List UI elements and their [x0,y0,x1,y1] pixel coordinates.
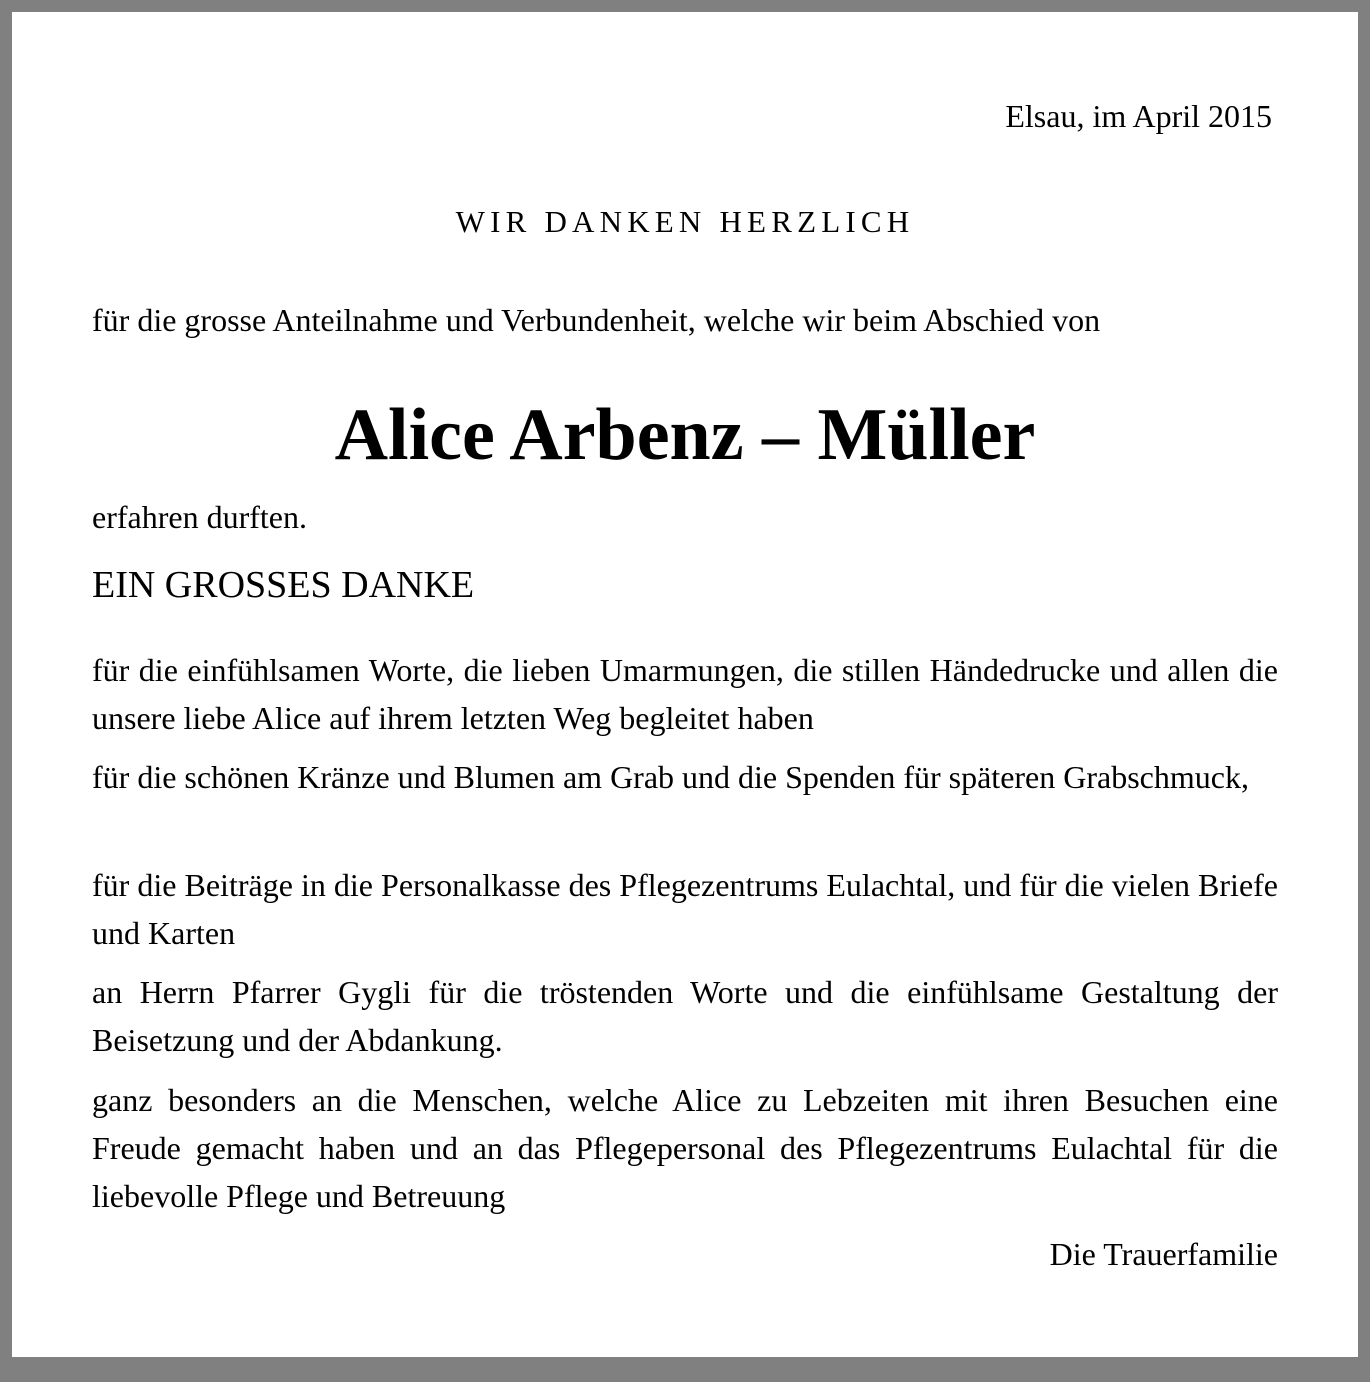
outro-text: erfahren durften. [92,499,307,535]
thanks-paragraph: für die einfühlsamen Worte, die lieben Umarmungen, die stillen Händedrucke und allen die unsere liebe Alice auf ihrem letzten Weg begleitet haben [92,652,1278,736]
thanks-paragraph: für die schönen Kränze und Blumen am Grab und die Spenden für späteren Grabschmuck, [92,759,1249,795]
signature: Die Trauerfamilie [1049,1236,1278,1272]
thanks-paragraph: ganz besonders an die Menschen, welche Alice zu Lebzeiten mit ihren Besuchen eine Freude gemacht haben und an das Pflegepersonal des Pflegezentrums Eulachtal für die liebevolle Pflege und Betreuung [92,1082,1278,1214]
date-line: Elsau, im April 2015 [1005,98,1272,134]
thanks-paragraph: für die Beiträge in die Personalkasse des Pflegezentrums Eulachtal, und für die vielen Briefe und Karten [92,867,1278,951]
intro-text: für die grosse Anteilnahme und Verbundenheit, welche wir beim Abschied von [92,302,1101,338]
thanks-paragraph: an Herrn Pfarrer Gygli für die tröstenden Worte und die einfühlsame Gestaltung der Beisetzung und der Abdankung. [92,974,1278,1058]
thank-you-heading: WIR DANKEN HERZLICH [455,204,915,239]
big-thanks-heading: EIN GROSSES DANKE [92,564,475,606]
notice-page [12,12,1358,1357]
deceased-name: Alice Arbenz – Müller [334,394,1036,476]
